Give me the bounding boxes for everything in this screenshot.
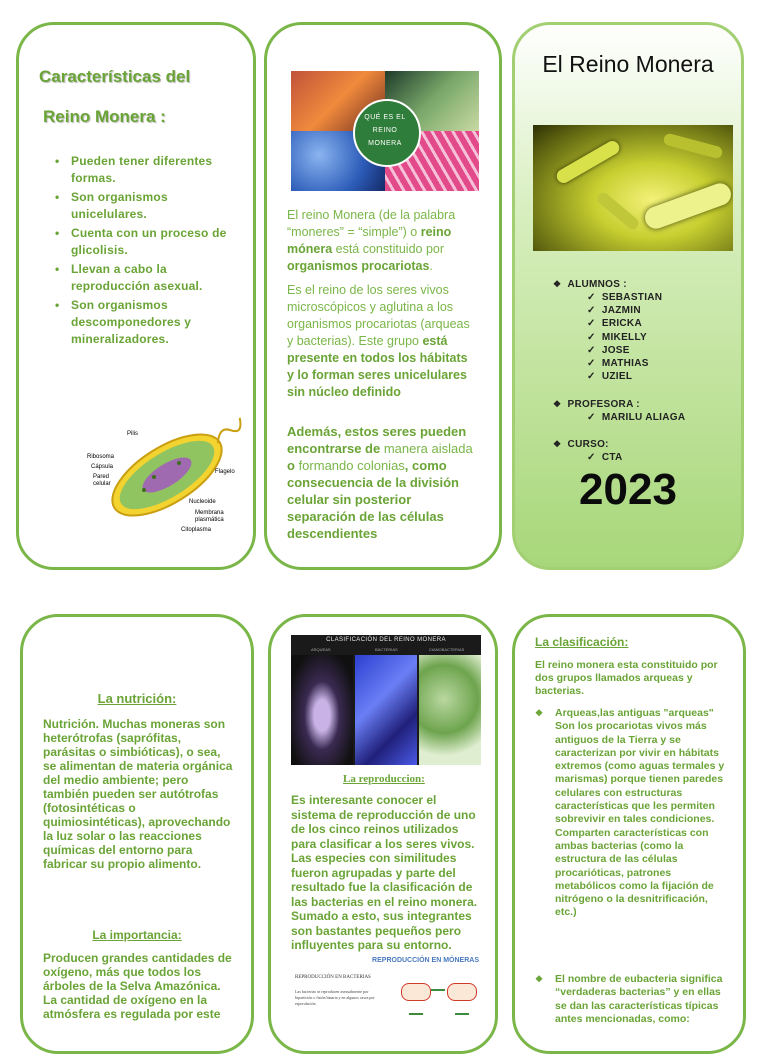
label-membrana: Membrana — [195, 510, 224, 516]
label-pilis: Pilis — [127, 431, 139, 437]
colonies-paragraph: Además, estos seres pueden encontrarse de manera aislada o formando colonias, como consecuencia de la división celular sin posterior separación de las células descendientes — [287, 424, 473, 541]
label-nucleoide: Nucleoide — [189, 499, 216, 505]
student-jazmin: ✓ JAZMIN — [587, 305, 641, 316]
diamond-bullet-icon: ❖ — [535, 708, 544, 718]
nutricion-title: La nutrición: — [97, 691, 177, 706]
list-item: • Son organismos descomponedores y mineralizadores. — [53, 297, 243, 348]
clasificacion-image — [291, 635, 481, 765]
panel-que-es — [264, 22, 502, 570]
repro-image-subtitle: REPRODUCCIÓN EN BACTERIAS — [295, 975, 371, 980]
diamond-bullet-icon: ❖ — [535, 974, 544, 984]
clasificacion-intro: El reino monera esta constituido por dos grupos llamados arqueas y bacterias. — [535, 659, 718, 697]
cover-title: El Reino Monera — [542, 51, 714, 77]
caracteristicas-title-line1: Características del — [39, 67, 191, 86]
student-uziel: ✓ UZIEL — [587, 371, 633, 382]
label-capsula: Cápsula — [91, 464, 114, 470]
image-col-arqueas: ARQUEAS — [311, 647, 331, 652]
student-mathias: ✓ MATHIAS — [587, 358, 649, 369]
monera-collage-image — [291, 71, 479, 191]
cover-bacteria-image — [533, 125, 733, 251]
reproduccion-text: Es interesante conocer el sistema de reproducción de uno de los cinco reinos utilizados para clasificar a los seres vivos. Las especies con similitudes fueron agrupadas y parte del resultado fue la clasificación de las bacterias en el reino monera. Sumado a esto, sus integrantes son bastantes pequeños pero influyentes para su entorno. — [291, 793, 478, 952]
curso-label: ❖ CURSO: — [553, 439, 609, 450]
repro-image-text: Las bacterias se reproducen asexualmente por bipartición o fisión binaria y en algunos casos por esporulación. — [295, 989, 375, 1006]
definition-paragraph: Es el reino de los seres vivos microscópicos y aglutina a los organismos procariotas (arqueas y bacterias). Este grupo está presente en todos los hábitats y lo forman seres unicelulares sin núcleo definido — [287, 283, 470, 399]
clasificacion-item-arqueas — [535, 707, 731, 920]
label-ribosoma: Ribosoma — [87, 454, 115, 460]
image-col-bacterias: BACTERIAS — [375, 647, 398, 652]
list-item: • Son organismos unicelulares. — [53, 189, 243, 223]
student-ericka: ✓ ERICKA — [587, 318, 642, 329]
reproduccion-bacterias-image — [291, 957, 481, 1037]
caracteristicas-list — [53, 153, 243, 350]
panel-cover — [512, 22, 744, 570]
clasificacion-title: La clasificación: — [535, 635, 629, 649]
student-mikelly: ✓ MIKELLY — [587, 332, 647, 343]
list-item: • Cuenta con un proceso de glicolisis. — [53, 225, 243, 259]
repro-image-title: REPRODUCCIÓN EN MÓNERAS — [372, 957, 479, 964]
list-item: • Llevan a cabo la reproducción asexual. — [53, 261, 243, 295]
label-citoplasma: Citoplasma — [181, 527, 212, 533]
alumnos-label: ❖ ALUMNOS : — [553, 279, 627, 290]
cover-year: 2023 — [579, 465, 677, 514]
collage-caption: QUÉ ES EL REINO MONERA — [364, 114, 406, 147]
profesora-label: ❖ PROFESORA : — [553, 399, 640, 410]
caracteristicas-title-line2: Reino Monera : — [43, 107, 166, 126]
bacteria-diagram — [69, 415, 249, 535]
list-item: • Pueden tener diferentes formas. — [53, 153, 243, 187]
student-jose: ✓ JOSE — [587, 345, 630, 356]
importancia-title: La importancia: — [92, 928, 182, 942]
panel-clasificacion — [512, 614, 746, 1054]
importancia-text: Producen grandes cantidades de oxígeno, más que todos los árboles de la Selva Amazónica. La cantidad de oxígeno en la atmósfera es regulada por este — [43, 951, 232, 1021]
label-plasmatica: plasmática — [195, 517, 224, 523]
panel-nutricion — [20, 614, 254, 1054]
nutricion-text: Nutrición. Muchas moneras son heterótrofas (saprófitas, parásitas o simbióticas), o sea, se alimentan de materia orgánica del medio ambiente; pero también pueden ser autótrofas (fotosintéticas o quimiosintéticas), aprovechando la luz solar o las reacciones químicas del entorno para fabricar su propio alimento. — [43, 717, 233, 871]
label-flagelo: Flagelo — [215, 469, 235, 475]
intro-paragraph: El reino Monera (de la palabra “moneres” = “simple”) o reino mónera está constituido por organismos procariotas. — [287, 208, 456, 273]
curso-name: ✓ CTA — [587, 452, 623, 463]
profesora-name: ✓ MARILU ALIAGA — [587, 412, 686, 423]
clasificacion-item-eubacteria — [535, 973, 731, 1026]
image-col-cianobacterias: CIANOBACTERIAS — [429, 647, 465, 652]
clasificacion-image-header: CLASIFICACIÓN DEL REINO MONERA — [326, 637, 446, 643]
label-pared: Pared — [93, 474, 110, 480]
reproduccion-title: La reproduccion: — [343, 773, 425, 785]
eubacteria-text: El nombre de eubacteria significa “verdaderas bacterias” y en ellas se dan las características típicas antes mencionadas, como: — [555, 973, 723, 1025]
arqueas-text: Arqueas,las antiguas "arqueas" Son los procariotas vivos más antiguos de la Tierra y se caracterizan por vivir en hábitats extremos (como aguas termales y marismas) porque tienen paredes celulares con estructuras características que les permiten sobrevivir en tales condiciones. Comparten características con ambas bacterias (como la estructura de las células procarióticas, patrones metabólicos como la fijación de nitrógeno o la desnitrificación, etc.) — [555, 707, 725, 919]
student-sebastian: ✓ SEBASTIAN — [587, 292, 663, 303]
panel-caracteristicas — [16, 22, 256, 570]
panel-reproduccion — [268, 614, 498, 1054]
label-celular: celular — [93, 481, 111, 487]
